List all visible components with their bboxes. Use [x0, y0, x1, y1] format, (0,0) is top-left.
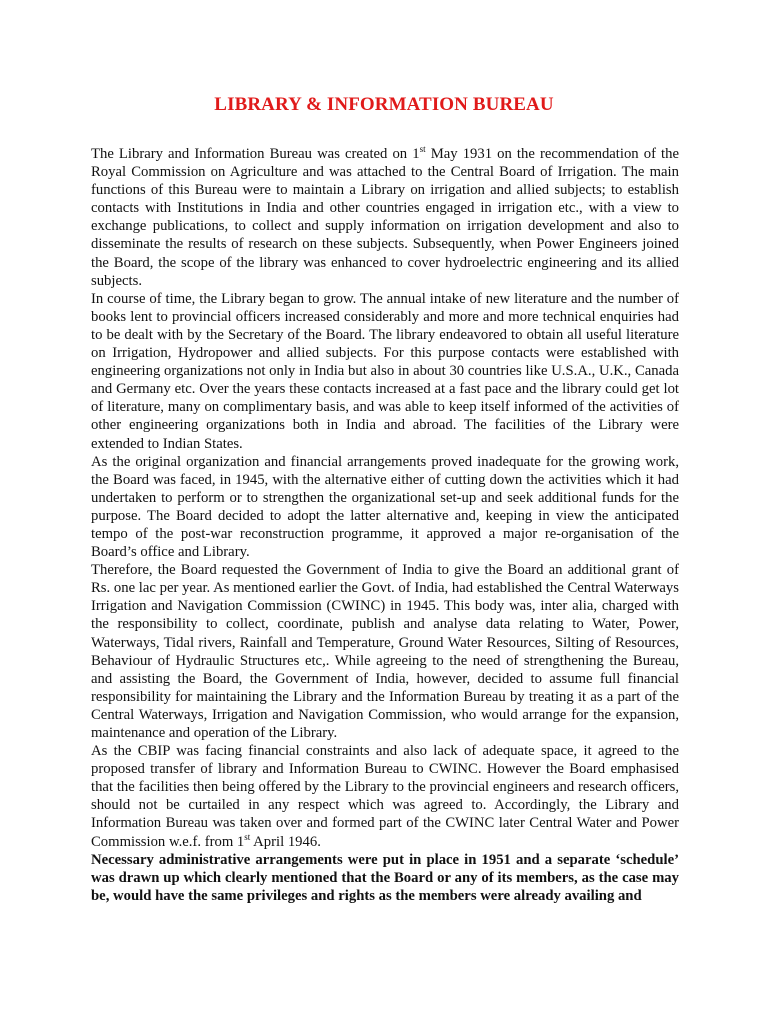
- paragraph-administrative-arrangements: Necessary administrative arrangements were put in place in 1951 and a separate ‘schedule’ was drawn up which clearly mentioned that the Board or any of its members, as the case may be, would have the same privileges and rights as the members were already availing and: [91, 851, 679, 904]
- paragraph-creation: The Library and Information Bureau was created on 1st May 1931 on the recommendation of the Royal Commission on Agriculture and was attached to the Central Board of Irrigation. The main functions of this Bureau were to maintain a Library on irrigation and allied subjects; to establish contacts with Institutions in India and other countries engaged in irrigation etc., with a view to exchange publications, to collect and supply information on irrigation development and also to disseminate the results of research on these subjects. Subsequently, when Power Engineers joined the Board, the scope of the library was enhanced to cover hydroelectric engineering and its allied subjects.: [91, 144, 679, 289]
- superscript-st: st: [419, 144, 426, 155]
- paragraph-reorganisation: As the original organization and financial arrangements proved inadequate for the growing work, the Board was faced, in 1945, with the alternative either of cutting down the activities which it had undertaken to perform or to strengthen the organizational set-up and seek additional funds for the purpose. The Board decided to adopt the latter alternative and, keeping in view the anticipated tempo of the post-war reconstruction programme, it approved a major re-organisation of the Board’s office and Library.: [91, 453, 679, 561]
- document-body: [91, 145, 679, 905]
- paragraph-government-grant: Therefore, the Board requested the Government of India to give the Board an additional grant of Rs. one lac per year. As mentioned earlier the Govt. of India, had established the Central Waterways Irrigation and Navigation Commission (CWINC) in 1945. This body was, inter alia, charged with the responsibility to collect, coordinate, publish and analyse data relating to Water, Power, Waterways, Tidal rivers, Rainfall and Temperature, Ground Water Resources, Silting of Resources, Behaviour of Hydraulic Structures etc,. While agreeing to the need of strengthening the Bureau, and assisting the Board, the Government of India, however, decided to assume full financial responsibility for maintaining the Library and the Information Bureau by treating it as a part of the Central Waterways, Irrigation and Navigation Commission, who would arrange for the expansion, maintenance and operation of the Library.: [91, 562, 679, 741]
- superscript-st: st: [244, 831, 251, 842]
- page-title: LIBRARY & INFORMATION BUREAU: [214, 94, 554, 115]
- paragraph-growth: In course of time, the Library began to grow. The annual intake of new literature and the number of books lent to provincial officers increased considerably and more and more technical enquiries had to be dealt with by the Secretary of the Board. The library endeavored to obtain all useful literature on Irrigation, Hydropower and allied subjects. For this purpose contacts were established with engineering organizations not only in India but also in about 30 countries like U.S.A., U.K., Canada and Germany etc. Over the years these contacts increased at a fast pace and the library could get lot of literature, many on complimentary basis, and was able to keep itself informed of the activities of other engineering organizations both in India and abroad. The facilities of the Library were extended to Indian States.: [91, 290, 679, 452]
- paragraph-transfer: As the CBIP was facing financial constraints and also lack of adequate space, it agreed to the proposed transfer of library and Information Bureau to CWINC. However the Board emphasised that the facilities then being offered by the Library to the provincial engineers and research officers, should not be curtailed in any respect which was agreed to. Accordingly, the Library and Information Bureau was taken over and formed part of the CWINC later Central Water and Power Commission w.e.f. from 1st April 1946.: [91, 743, 679, 850]
